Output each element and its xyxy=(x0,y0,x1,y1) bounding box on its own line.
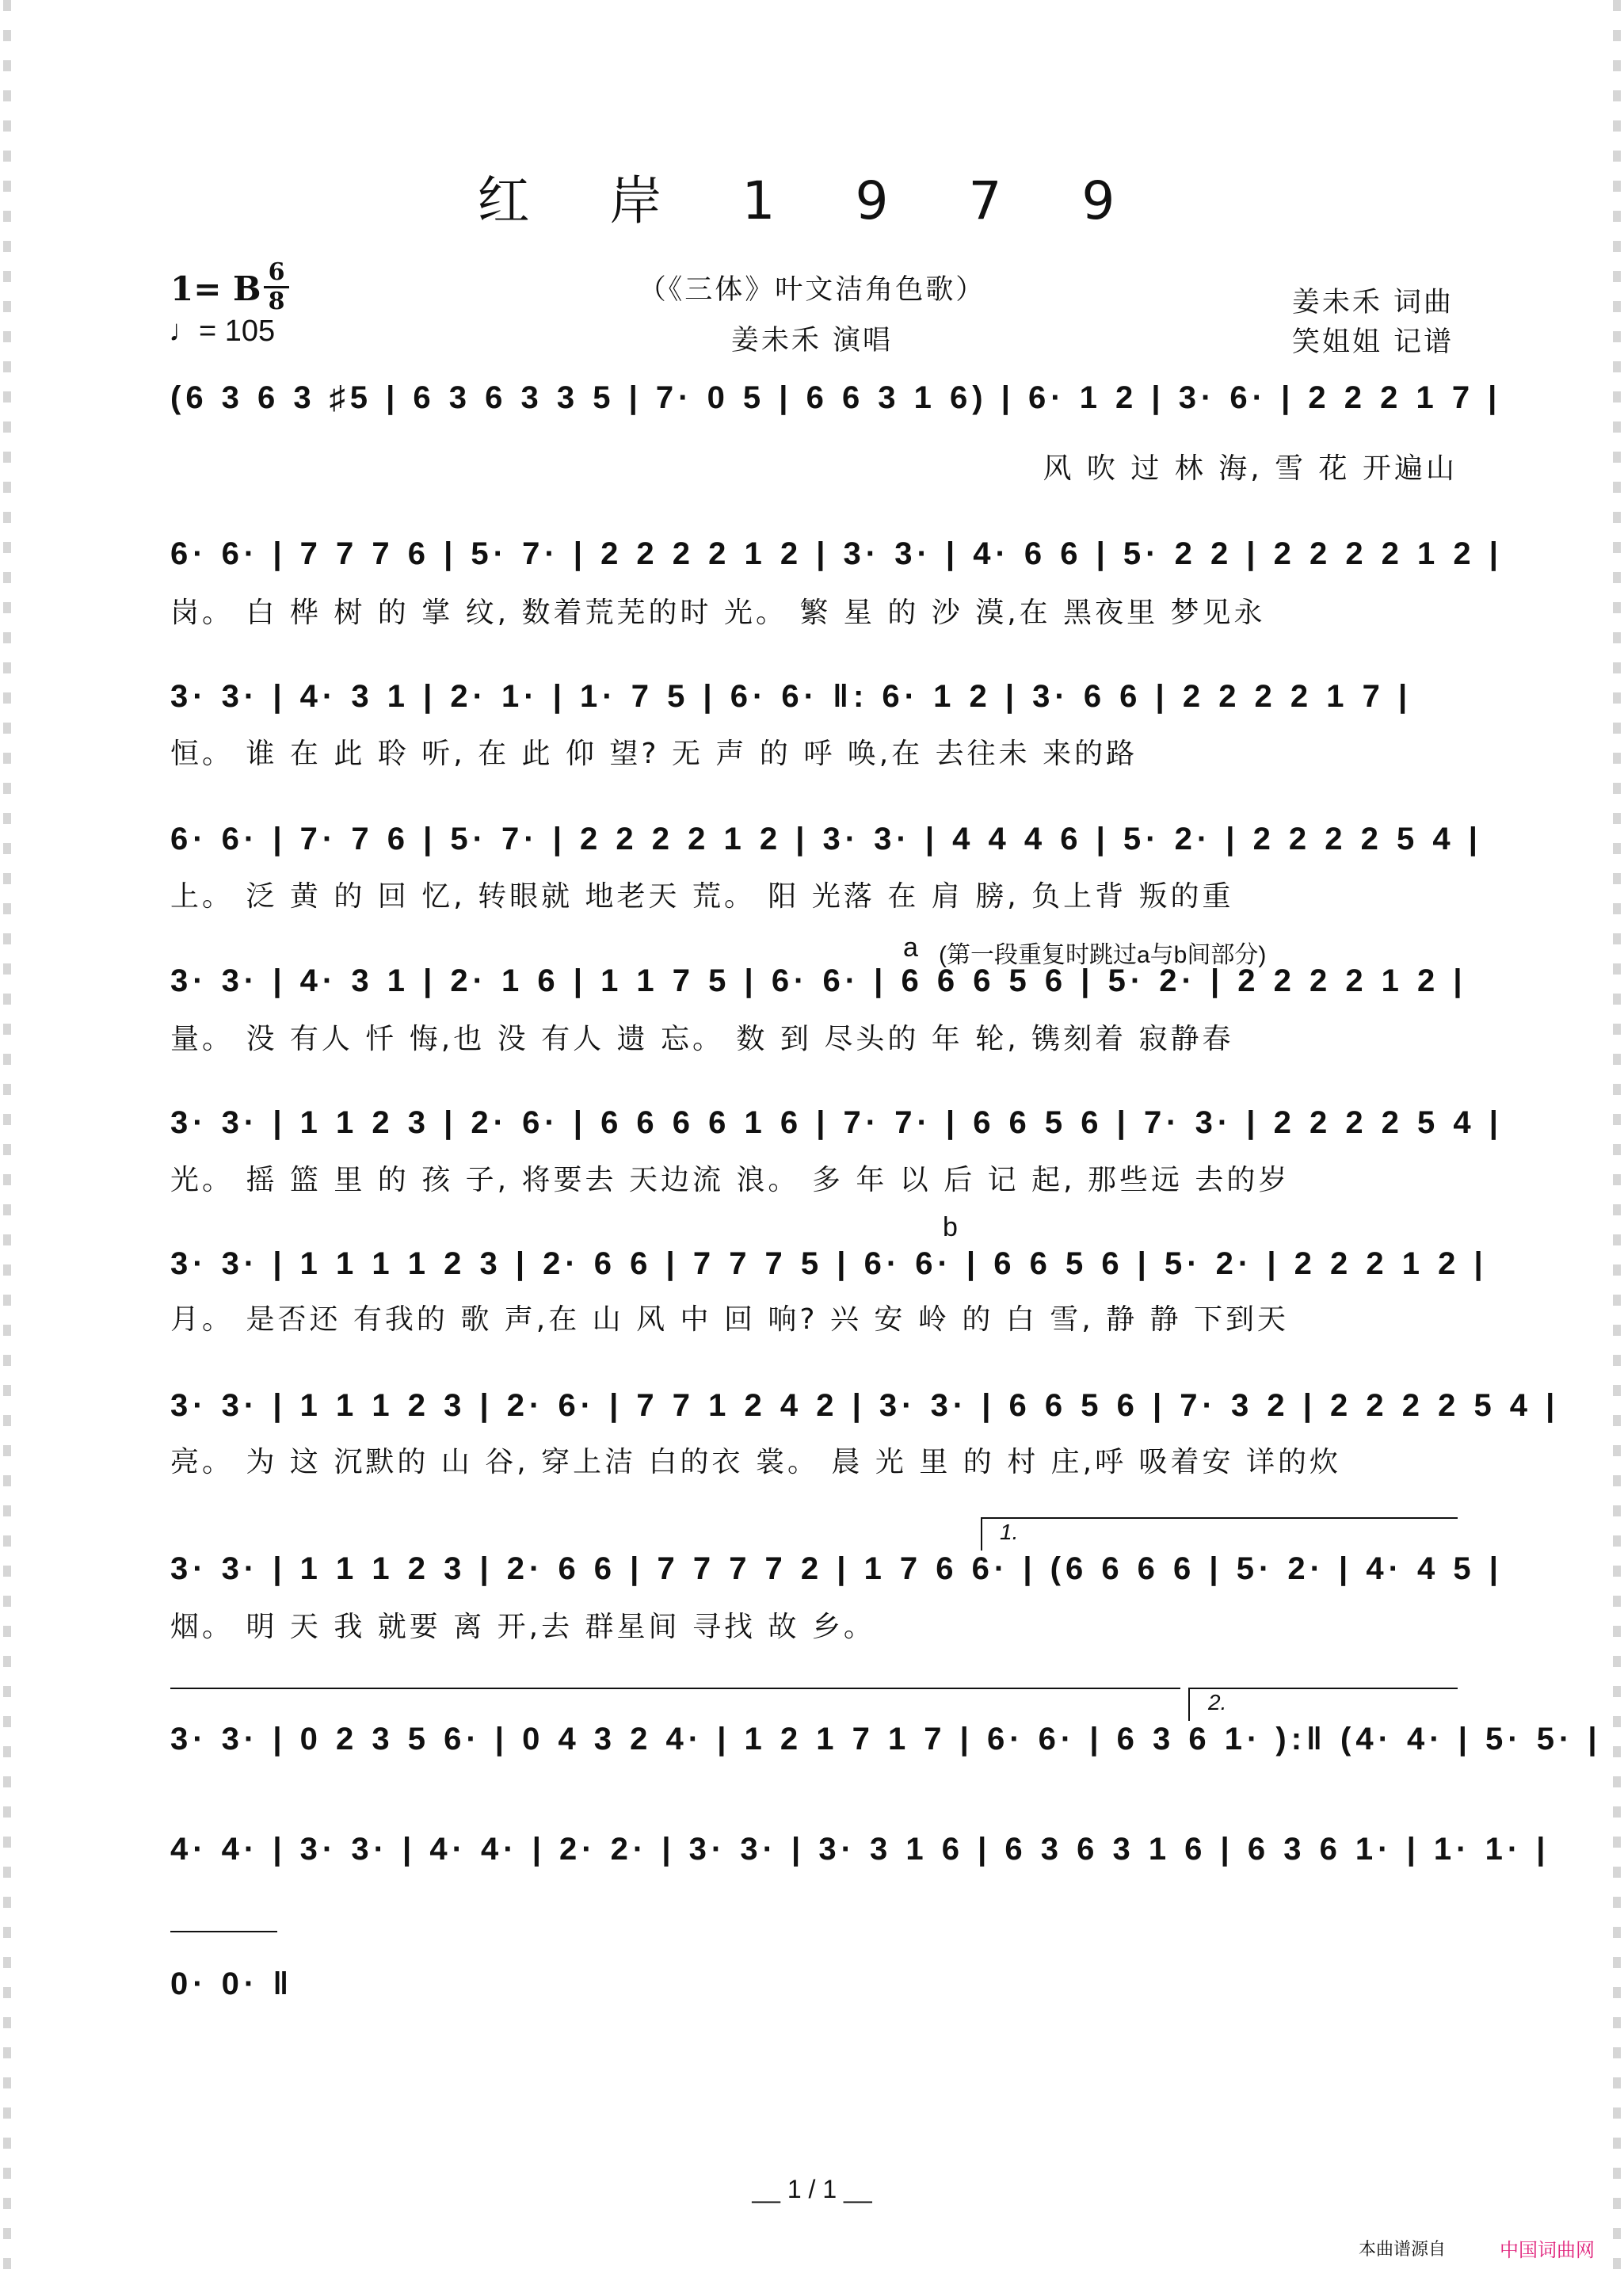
tempo-marking xyxy=(169,315,275,349)
notation-row-10: 3· 3· | 0 2 3 5 6· | 0 4 3 2 4· | 1 2 1 7 1 7 | 6· 6· | 6 3 6 1· ):‖ (4· 4· | 5· 5· | xyxy=(170,1722,1602,1757)
page-number: __ 1 / 1 __ xyxy=(752,2175,872,2203)
source-label: 本曲谱源自 xyxy=(1359,2240,1447,2260)
lyrics-row-5: 量。 没 有人 忏 悔,也 没 有人 遗 忘。 数 到 尽头的 年 轮, 镌刻着 寂静春 xyxy=(170,1023,1234,1055)
lyrics-row-8: 亮。 为 这 沉默的 山 谷, 穿上洁 白的衣 裳。 晨 光 里 的 村 庄,呼 吸着安 详的炊 xyxy=(170,1446,1341,1478)
notation-row-3: 3· 3· | 4· 3 1 | 2· 1· | 1· 7 5 | 6· 6· ‖: 6· 1 2 | 3· 6 6 | 2 2 2 2 1 7 | xyxy=(170,679,1412,714)
volta-bracket-2 xyxy=(1188,1688,1458,1721)
source-site-link[interactable]: 中国词曲网 xyxy=(1500,2239,1595,2261)
volta-bracket-1 xyxy=(981,1517,1458,1551)
notation-row-4: 6· 6· | 7· 7 6 | 5· 7· | 2 2 2 2 1 2 | 3· 3· | 4 4 4 6 | 5· 2· | 2 2 2 2 5 4 | xyxy=(170,822,1482,856)
lyrics-row-7: 月。 是否还 有我的 歌 声,在 山 风 中 回 响? 兴 安 岭 的 白 雪, 静 静 下到天 xyxy=(170,1303,1289,1336)
notation-row-2: 6· 6· | 7 7 7 6 | 5· 7· | 2 2 2 2 1 2 | 3· 3· | 4· 6 6 | 5· 2 2 | 2 2 2 2 1 2 | xyxy=(170,536,1503,571)
notation-row-5: 3· 3· | 4· 3 1 | 2· 1 6 | 1 1 7 5 | 6· 6· | 6 6 6 5 6 | 5· 2· | 2 2 2 2 1 2 | xyxy=(170,963,1467,998)
notation-row-6: 3· 3· | 1 1 2 3 | 2· 6· | 6 6 6 6 1 6 | 7· 7· | 6 6 5 6 | 7· 3· | 2 2 2 2 5 4 | xyxy=(170,1105,1503,1140)
notation-row-1: (6 3 6 3 ♯5 | 6 3 6 3 3 5 | 7· 0 5 | 6 6 3 1 6) | 6· 1 2 | 3· 6· | 2 2 2 1 7 | xyxy=(170,380,1502,415)
lyricist-composer-credit: 姜未禾 词曲 xyxy=(1291,287,1454,319)
final-bracket xyxy=(170,1931,277,1932)
quarter-note-icon: ♩ xyxy=(169,315,199,348)
transcriber-credit: 笑姐姐 记谱 xyxy=(1291,326,1454,358)
notation-row-8: 3· 3· | 1 1 1 2 3 | 2· 6· | 7 7 1 2 4 2 | 3· 3· | 6 6 5 6 | 7· 3 2 | 2 2 2 2 5 4 | xyxy=(170,1388,1560,1423)
time-signature-denominator: 8 xyxy=(268,288,285,315)
lyrics-row-1: 风 吹 过 林 海, 雪 花 开遍山 xyxy=(1043,452,1458,485)
lyrics-row-9: 烟。 明 天 我 就要 离 开,去 群星间 寻找 故 乡。 xyxy=(170,1611,875,1643)
song-title: 红 岸 1 9 7 9 xyxy=(477,170,1147,231)
notation-row-9: 3· 3· | 1 1 1 2 3 | 2· 6 6 | 7 7 7 7 2 | 1 7 6 6· | (6 6 6 6 | 5· 2· | 4· 4 5 | xyxy=(170,1551,1503,1586)
volta-bracket-1-continuation xyxy=(170,1688,1180,1689)
tempo-value: = 105 xyxy=(199,315,276,348)
time-signature xyxy=(264,259,289,315)
singer-credit: 姜未禾 演唱 xyxy=(730,325,894,357)
lyrics-row-2: 岗。 白 桦 树 的 掌 纹, 数着荒芜的时 光。 繁 星 的 沙 漠,在 黑夜里 梦见永 xyxy=(170,597,1266,629)
time-signature-numerator: 6 xyxy=(264,259,289,288)
repeat-marker-b: b xyxy=(943,1212,958,1242)
notation-row-12: 0· 0· ‖ xyxy=(170,1966,294,2001)
credits xyxy=(1292,283,1454,362)
volta-label-2: 2. xyxy=(1208,1690,1227,1715)
notation-row-7: 3· 3· | 1 1 1 1 2 3 | 2· 6 6 | 7 7 7 5 | 6· 6· | 6 6 5 6 | 5· 2· | 2 2 2 1 2 | xyxy=(170,1246,1488,1281)
lyrics-row-6: 光。 摇 篮 里 的 孩 子, 将要去 天边流 浪。 多 年 以 后 记 起, 那些远 去的岁 xyxy=(170,1164,1290,1196)
key-signature: 1= B xyxy=(170,269,261,308)
lyrics-row-4: 上。 泛 黄 的 回 忆, 转眼就 地老天 荒。 阳 光落 在 肩 膀, 负上背 叛的重 xyxy=(170,880,1234,913)
volta-label-1: 1. xyxy=(1000,1520,1019,1544)
repeat-marker-a: a xyxy=(903,933,918,963)
notation-row-11: 4· 4· | 3· 3· | 4· 4· | 2· 2· | 3· 3· | 3· 3 1 6 | 6 3 6 3 1 6 | 6 3 6 1· | 1· 1· | xyxy=(170,1832,1550,1867)
song-subtitle: （《三体》叶文洁角色歌） xyxy=(638,274,986,306)
repeat-annotation: (第一段重复时跳过a与b间部分) xyxy=(939,942,1267,968)
lyrics-row-3: 恒。 谁 在 此 聆 听, 在 此 仰 望? 无 声 的 呼 唤,在 去往未 来的路 xyxy=(170,738,1138,770)
